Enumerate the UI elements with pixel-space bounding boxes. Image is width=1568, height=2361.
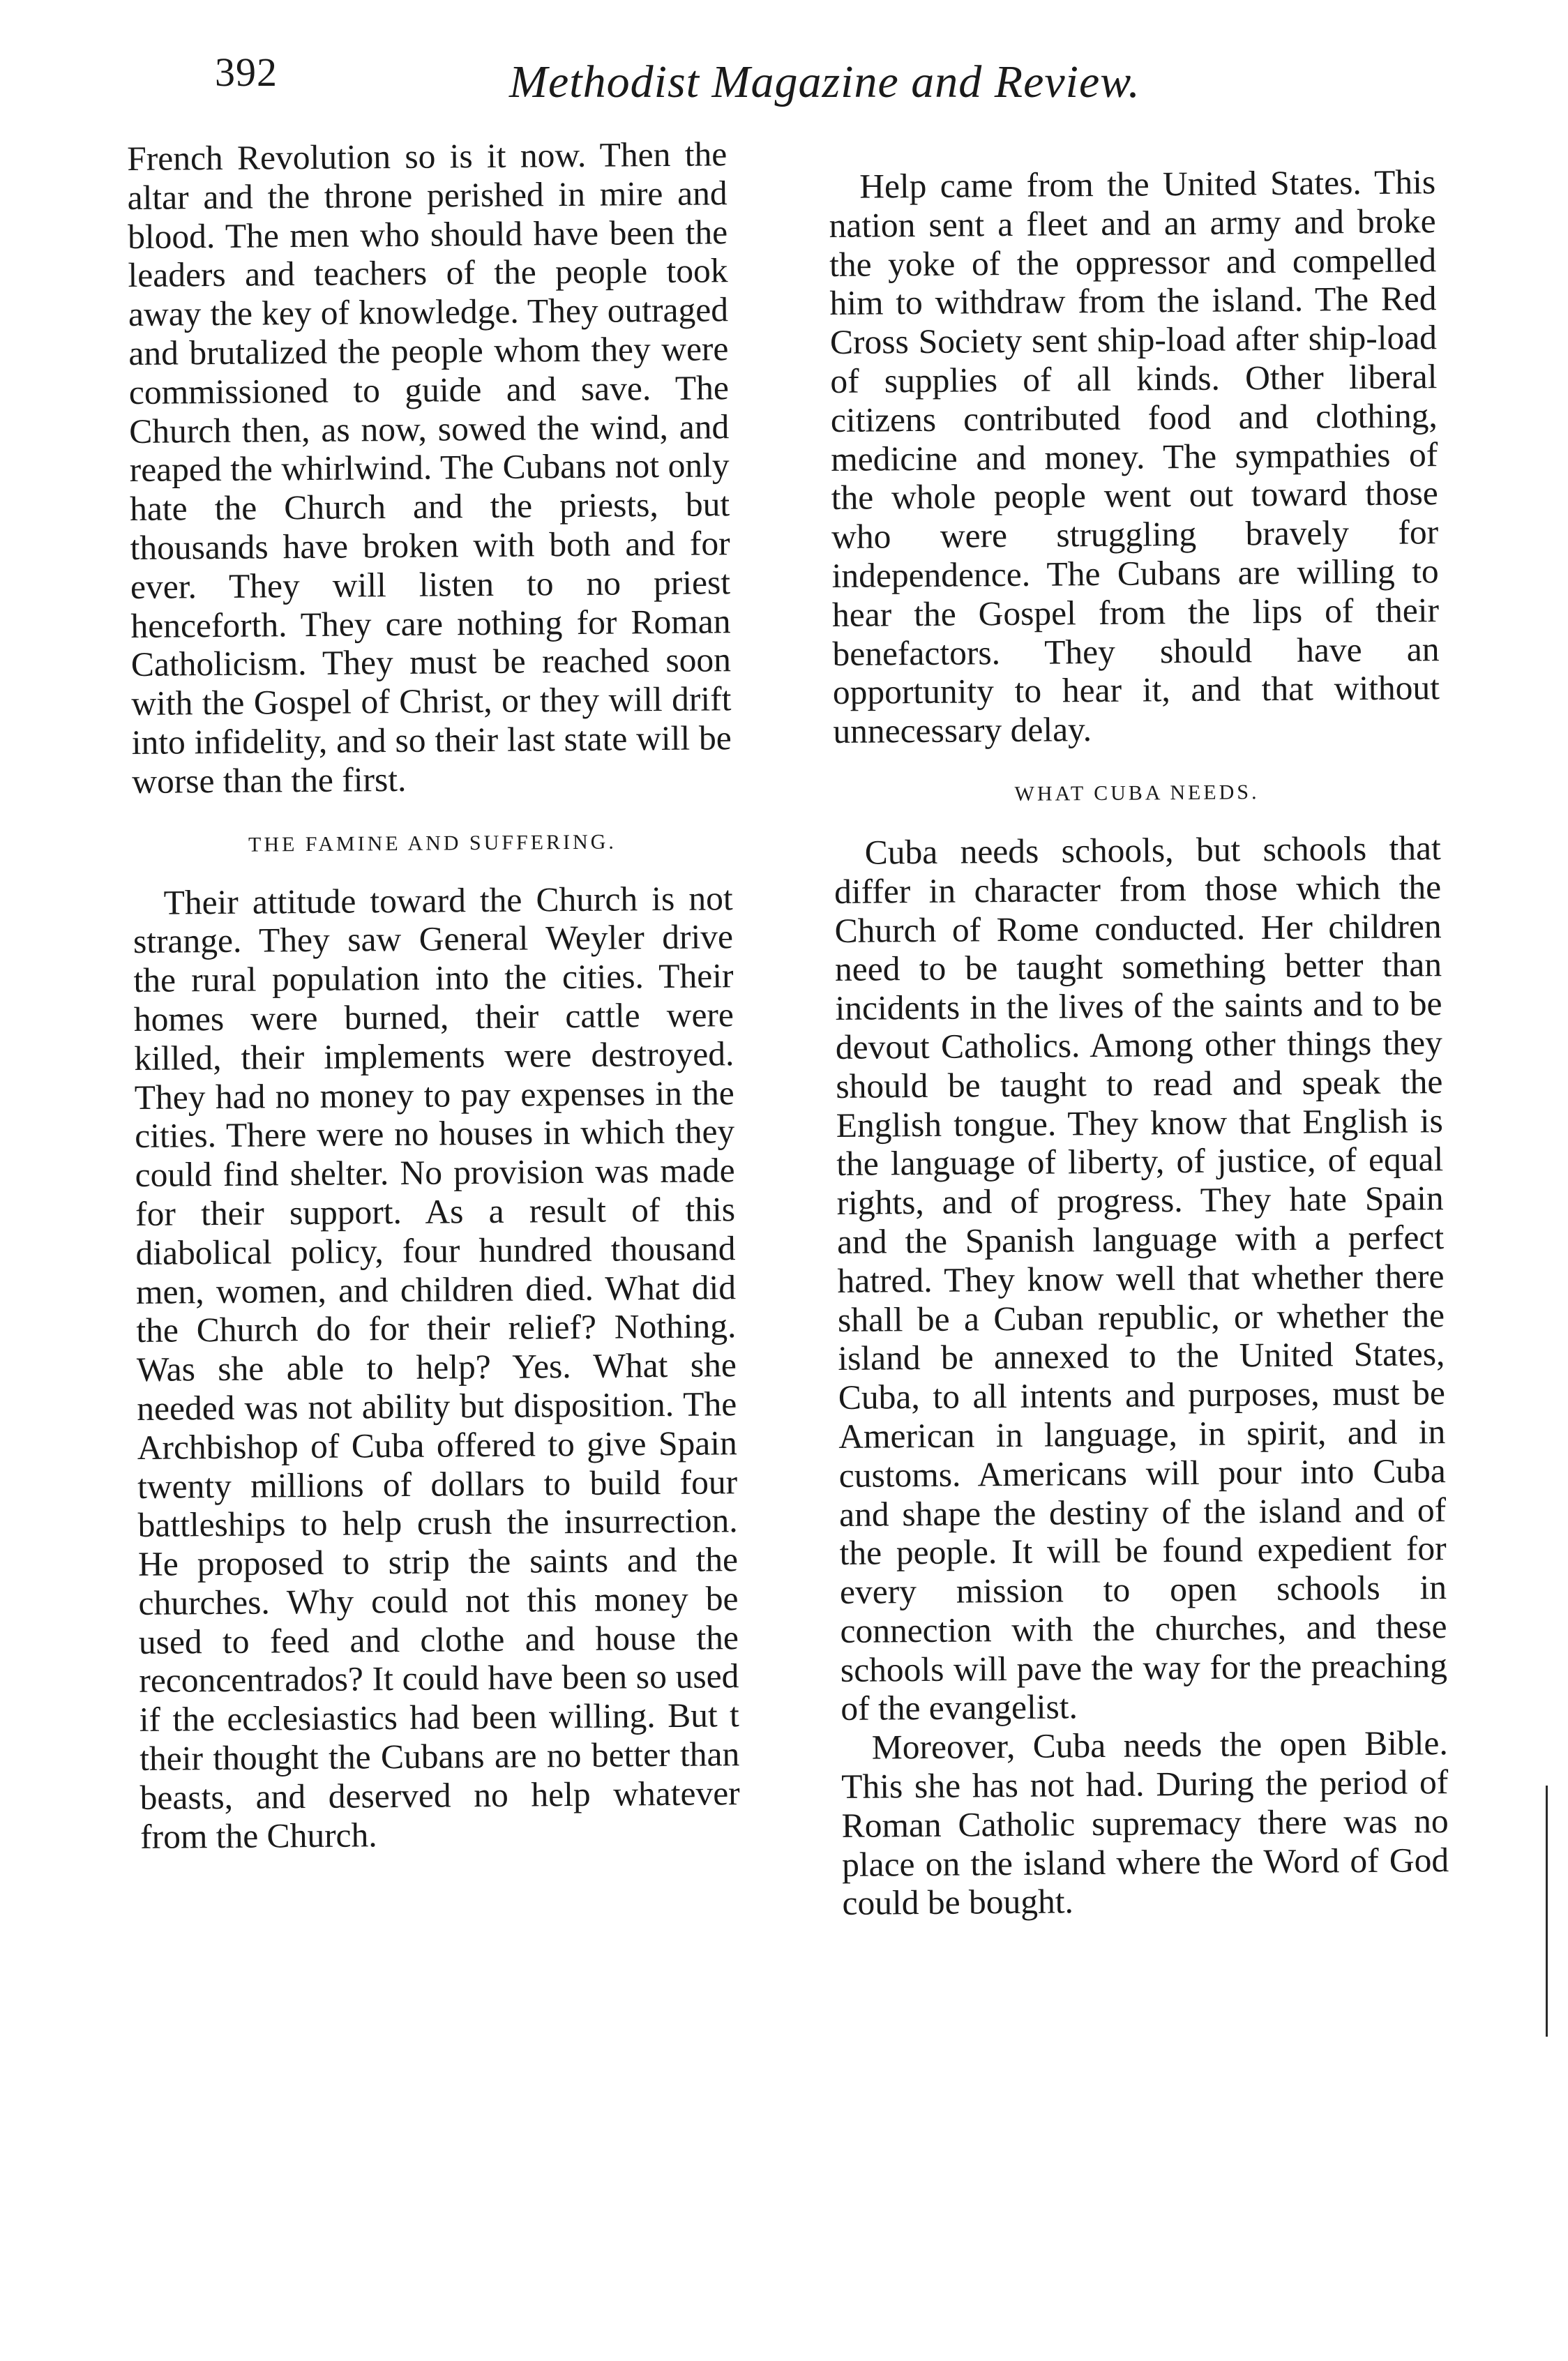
right-paragraph-2: Cuba needs schools, but schools that differ in character from those which the Church of Rome conducted. Her children need to be taught something better than incidents in the lives of the saints and to be devout Catholics. Among other things they should be taught to read and speak the English tongue. They know that English is the language of liberty, of justice, of equal rights, and of progress. They hate Spain and the Spanish language with a perfect hatred. They know well that whether there shall be a Cuban republic, or whether the island be annexed to the United States, Cuba, to all intents and purposes, must be American in language, in spirit, and in customs. Americans will pour into Cuba and shape the destiny of the island and of the people. It will be found expedient for every mission to open schools in connection with the churches, and these schools will pave the way for the preaching of the evangelist.: [834, 829, 1448, 1728]
left-column: [127, 135, 740, 1856]
left-paragraph-1: French Revolution so is it now. Then the altar and the throne perished in mire and blood. The men who should have been the leaders and teachers of the people took away the key of knowledge. They outraged and brutalized the people whom they were commissioned to guide and save. The Church then, as now, sowed the wind, and reaped the whirlwind. The Cubans not only hate the Church and the priests, but thousands have broken with both and for ever. They will listen to no priest henceforth. They care nothing for Roman Catholicism. They must be reached soon with the Gospel of Christ, or they will drift into infidelity, and so their last state will be worse than the first.: [127, 135, 732, 801]
left-paragraph-2: Their attitude toward the Church is not strange. They saw General Weyler drive the rural population into the cities. Their homes were burned, their cattle were killed, their implements were destroyed. They had no money to pay expenses in the cities. There were no houses in which they could find shelter. No provision was made for their support. As a result of this diabolical policy, four hundred thousand men, women, and children died. What did the Church do for their relief? Nothing. Was she able to help? Yes. What she needed was not ability but disposition. The Archbishop of Cuba offered to give Spain twenty millions of dollars to build four battleships to help crush the insurrection. He proposed to strip the saints and the churches. Why could not this money be used to feed and clothe and house the reconcentrados? It could have been so used if the ecclesiastics had been willing. But t their thought the Cubans are no better than beasts, and deserved no help whatever from the Church.: [133, 878, 740, 1856]
page-number: 392: [215, 50, 278, 95]
running-title: Methodist Magazine and Review.: [509, 56, 1140, 107]
section-heading-cuba-needs: WHAT CUBA NEEDS.: [1014, 780, 1260, 806]
scan-edge-mark: [1546, 1786, 1548, 2037]
page-header: [209, 49, 1158, 126]
right-paragraph-1: Help came from the United States. This nation sent a fleet and an army and broke the yoke of the oppressor and compelled him to withdraw from the island. The Red Cross Society sent ship-load after ship-load of supplies of all kinds. Other liberal citizens contributed food and clothing, medicine and money. The sympathies of the whole people went out toward those who were struggling bravely for independence. The Cubans are willing to hear the Gospel from the lips of their benefactors. They should have an opportunity to hear it, and that without unnecessary delay.: [829, 163, 1440, 751]
right-column: [829, 163, 1449, 1923]
section-heading-famine: THE FAMINE AND SUFFERING.: [248, 830, 617, 857]
right-paragraph-3: Moreover, Cuba needs the open Bible. This she has not had. During the period of Roman Catholic supremacy there was no place on the island where the Word of God could be bought.: [841, 1723, 1449, 1923]
